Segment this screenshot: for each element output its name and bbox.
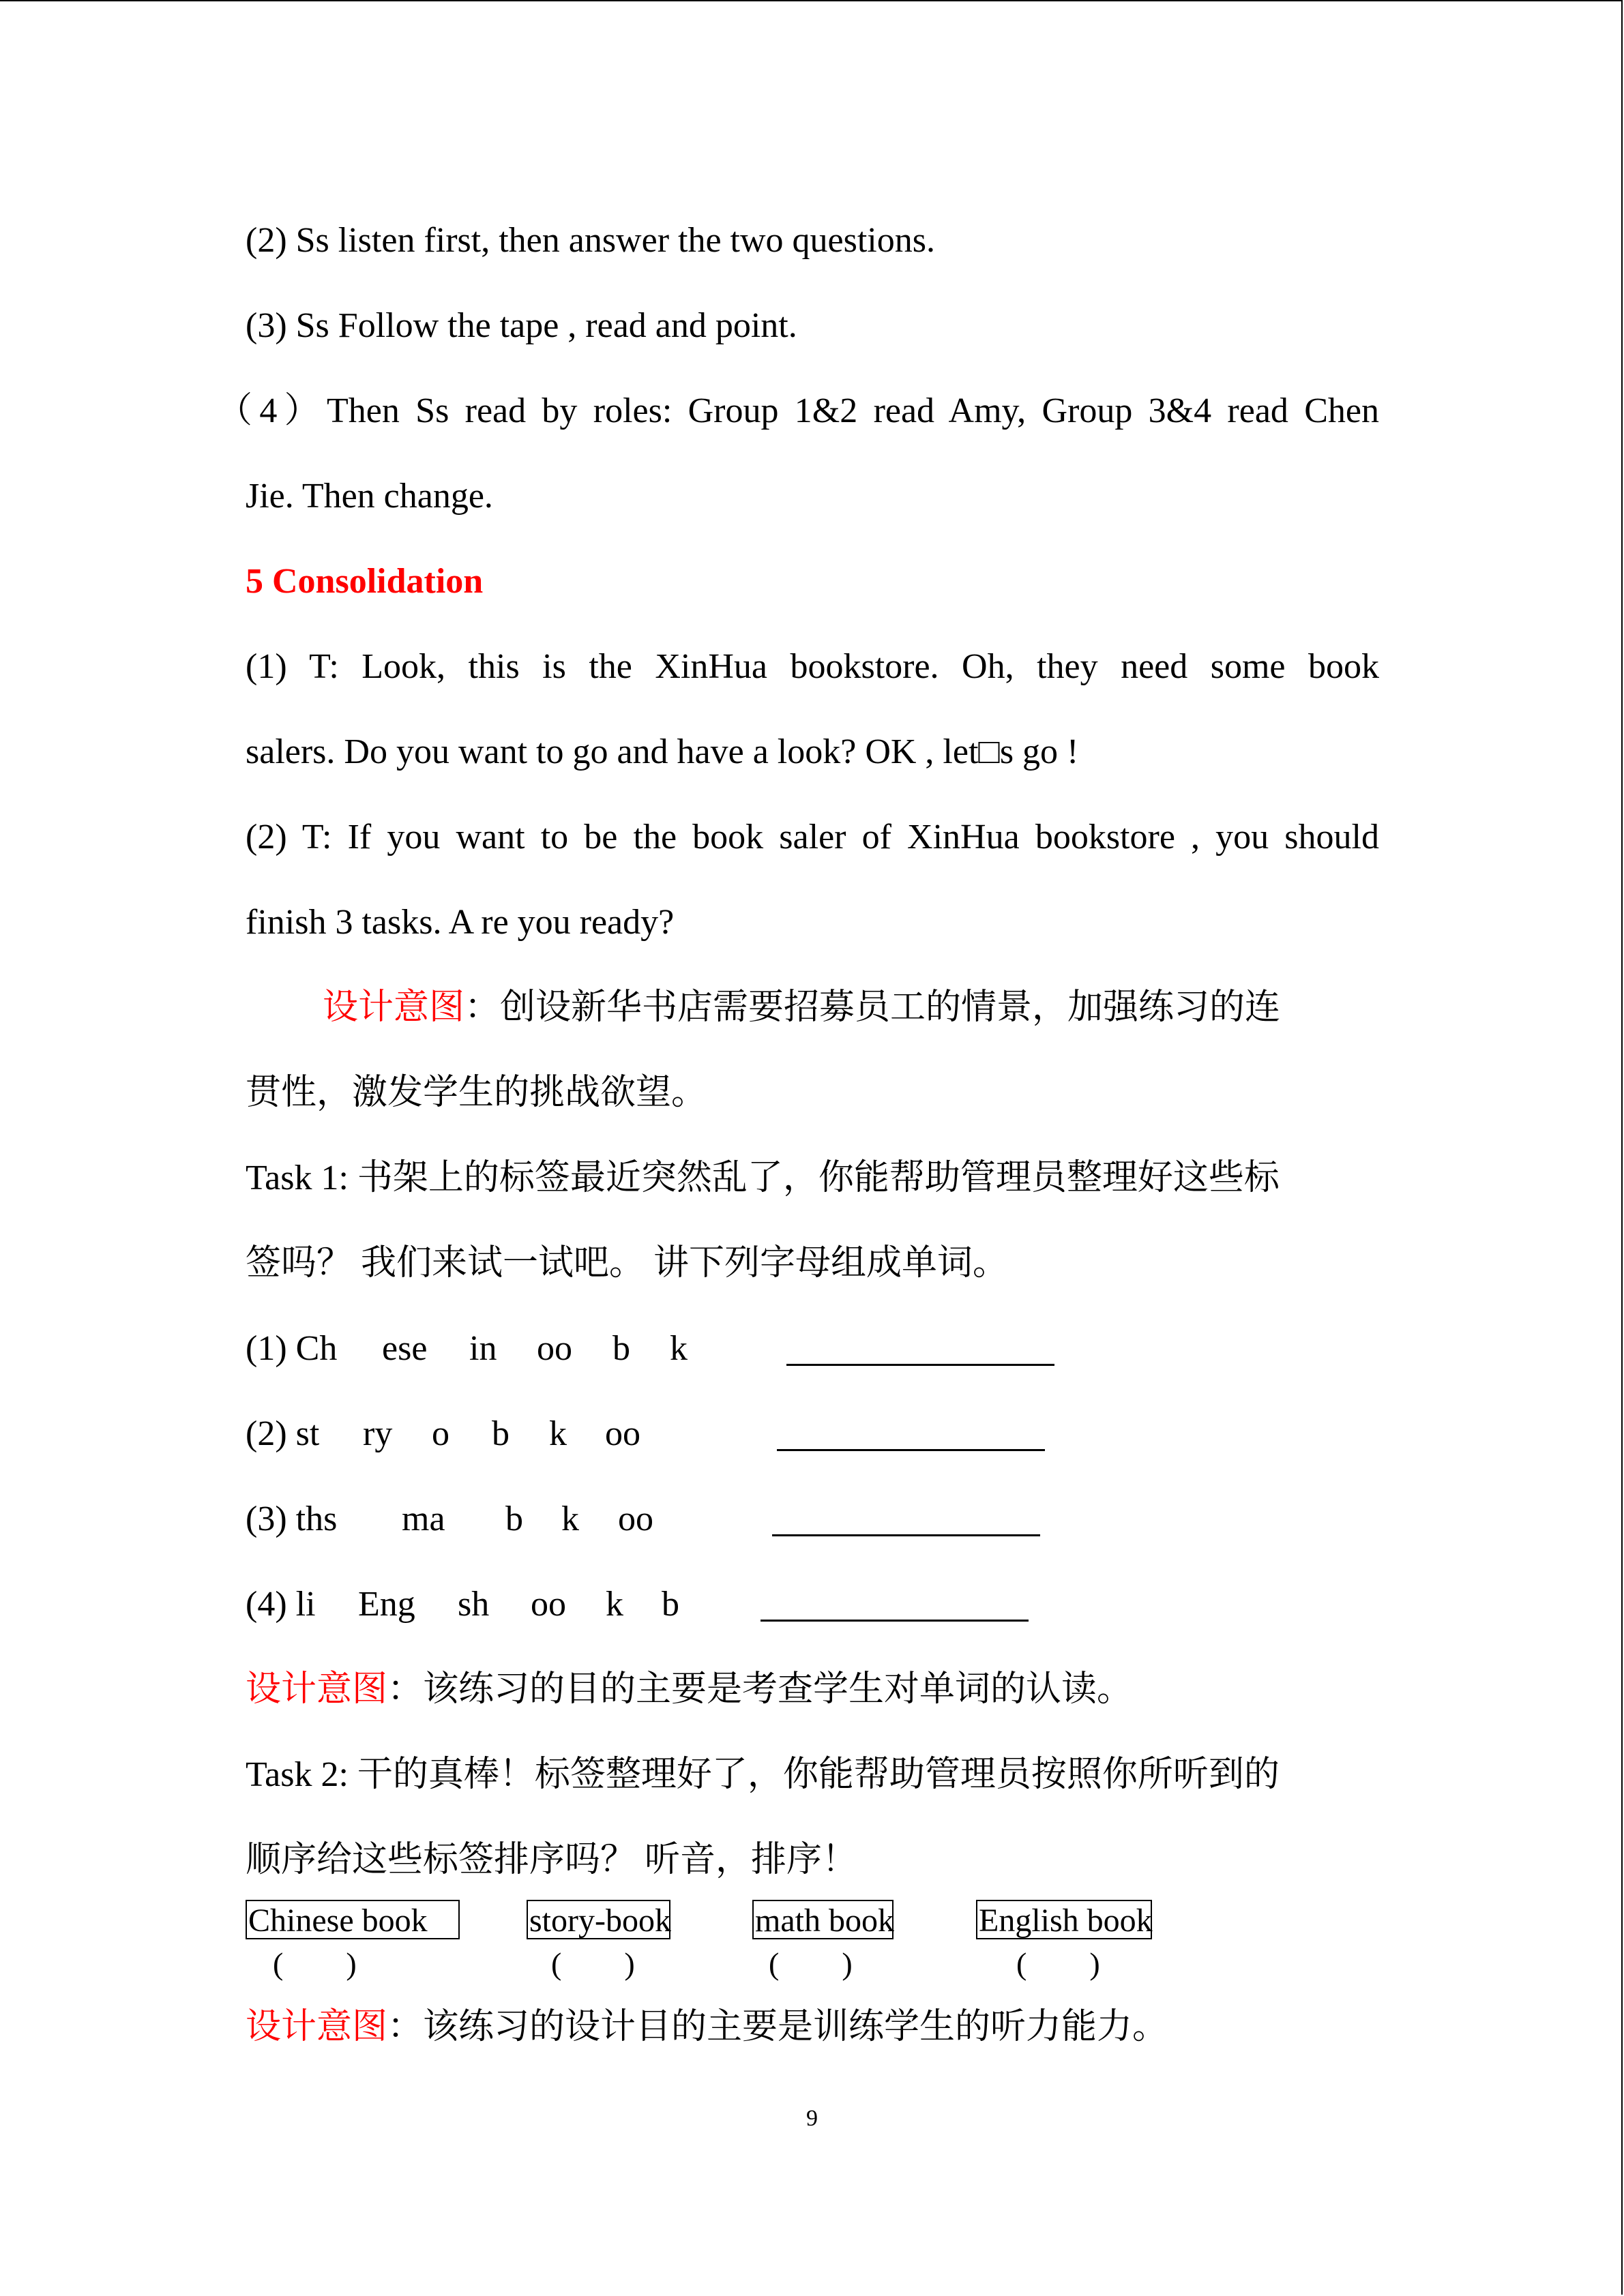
order-blank-1[interactable]: ( )	[273, 1946, 357, 1981]
design-intent-1-line2: 贯性，激发学生的挑战欲望。	[246, 1073, 707, 1112]
label-math-book: math book	[752, 1900, 894, 1939]
design-intent-text: ：创设新华书店需要招募员工的情景，加强练习的连	[464, 988, 1281, 1027]
letter-group: b	[662, 1585, 679, 1624]
answer-blank[interactable]	[786, 1364, 1054, 1366]
task2-line2: 顺序给这些标签排序吗？ 听音，排序！	[246, 1840, 858, 1879]
design-intent-text: ：该练习的目的主要是考查学生对单词的认读。	[387, 1670, 1133, 1709]
para1-line2: salers. Do you want to go and have a look? OK , let□s go !	[246, 732, 1079, 771]
item-number: (3) ths	[246, 1500, 338, 1538]
design-intent-label: 设计意图	[323, 988, 465, 1027]
label-chinese-book: Chinese book	[246, 1900, 460, 1939]
letter-group: k	[606, 1585, 623, 1624]
letter-group: Eng	[358, 1585, 415, 1624]
step-2-line: (2) Ss listen first, then answer the two questions.	[246, 221, 935, 260]
label-story-book: story-book	[527, 1900, 670, 1939]
letter-group: k	[561, 1500, 579, 1538]
letter-group: in	[469, 1329, 497, 1368]
step-3-line: (3) Ss Follow the tape , read and point.	[246, 306, 797, 345]
label-english-book: English book	[976, 1900, 1152, 1939]
step-4-continuation: Jie. Then change.	[246, 477, 493, 516]
task1-line2: 签吗？ 我们来试一试吧。 讲下列字母组成单词。	[246, 1244, 1009, 1283]
answer-blank[interactable]	[777, 1449, 1045, 1451]
design-intent-1	[323, 984, 1280, 1032]
letter-group: b	[492, 1414, 510, 1453]
task1-line1: Task 1: 书架上的标签最近突然乱了，你能帮助管理员整理好这些标	[246, 1159, 1280, 1197]
item-number: (2) st	[246, 1414, 320, 1453]
letter-group: b	[612, 1329, 630, 1368]
item-number: (4) li	[246, 1585, 316, 1624]
para2-line1: (2) T: If you want to be the book saler of XinHua bookstore , you should	[246, 818, 1379, 856]
letter-group: b	[505, 1500, 523, 1538]
letter-group: oo	[531, 1585, 566, 1624]
letter-group: o	[432, 1414, 449, 1453]
order-blank-2[interactable]: ( )	[551, 1946, 635, 1981]
letter-group: sh	[458, 1585, 490, 1624]
letter-group: k	[549, 1414, 567, 1453]
answer-blank[interactable]	[761, 1620, 1029, 1622]
answer-blank[interactable]	[772, 1534, 1040, 1536]
task2-line1: Task 2: 干的真棒！标签整理好了，你能帮助管理员按照你所听到的	[246, 1755, 1280, 1794]
design-intent-text: ：该练习的设计目的主要是训练学生的听力能力。	[387, 2008, 1168, 2046]
order-blank-3[interactable]: ( )	[769, 1946, 853, 1981]
design-intent-label: 设计意图	[246, 2008, 388, 2046]
para2-line2: finish 3 tasks. A re you ready?	[246, 903, 675, 942]
letter-group: oo	[618, 1500, 653, 1538]
section-heading: 5 Consolidation	[246, 562, 484, 601]
page-number: 9	[806, 2106, 818, 2131]
para1-line1: (1) T: Look, this is the XinHua bookstore. Oh, they need some book	[246, 647, 1379, 686]
design-intent-label: 设计意图	[246, 1670, 388, 1709]
step-4-line: （4）Then Ss read by roles: Group 1&2 read Amy, Group 3&4 read Chen	[217, 391, 1379, 430]
letter-group: ry	[363, 1414, 393, 1453]
design-intent-2	[246, 1666, 1132, 1714]
letter-group: ese	[382, 1329, 428, 1368]
design-intent-3	[246, 2003, 1168, 2051]
order-blank-4[interactable]: ( )	[1016, 1946, 1100, 1981]
letter-group: oo	[605, 1414, 640, 1453]
letter-group: ma	[402, 1500, 445, 1538]
item-number: (1) Ch	[246, 1329, 338, 1368]
letter-group: k	[670, 1329, 688, 1368]
letter-group: oo	[537, 1329, 572, 1368]
